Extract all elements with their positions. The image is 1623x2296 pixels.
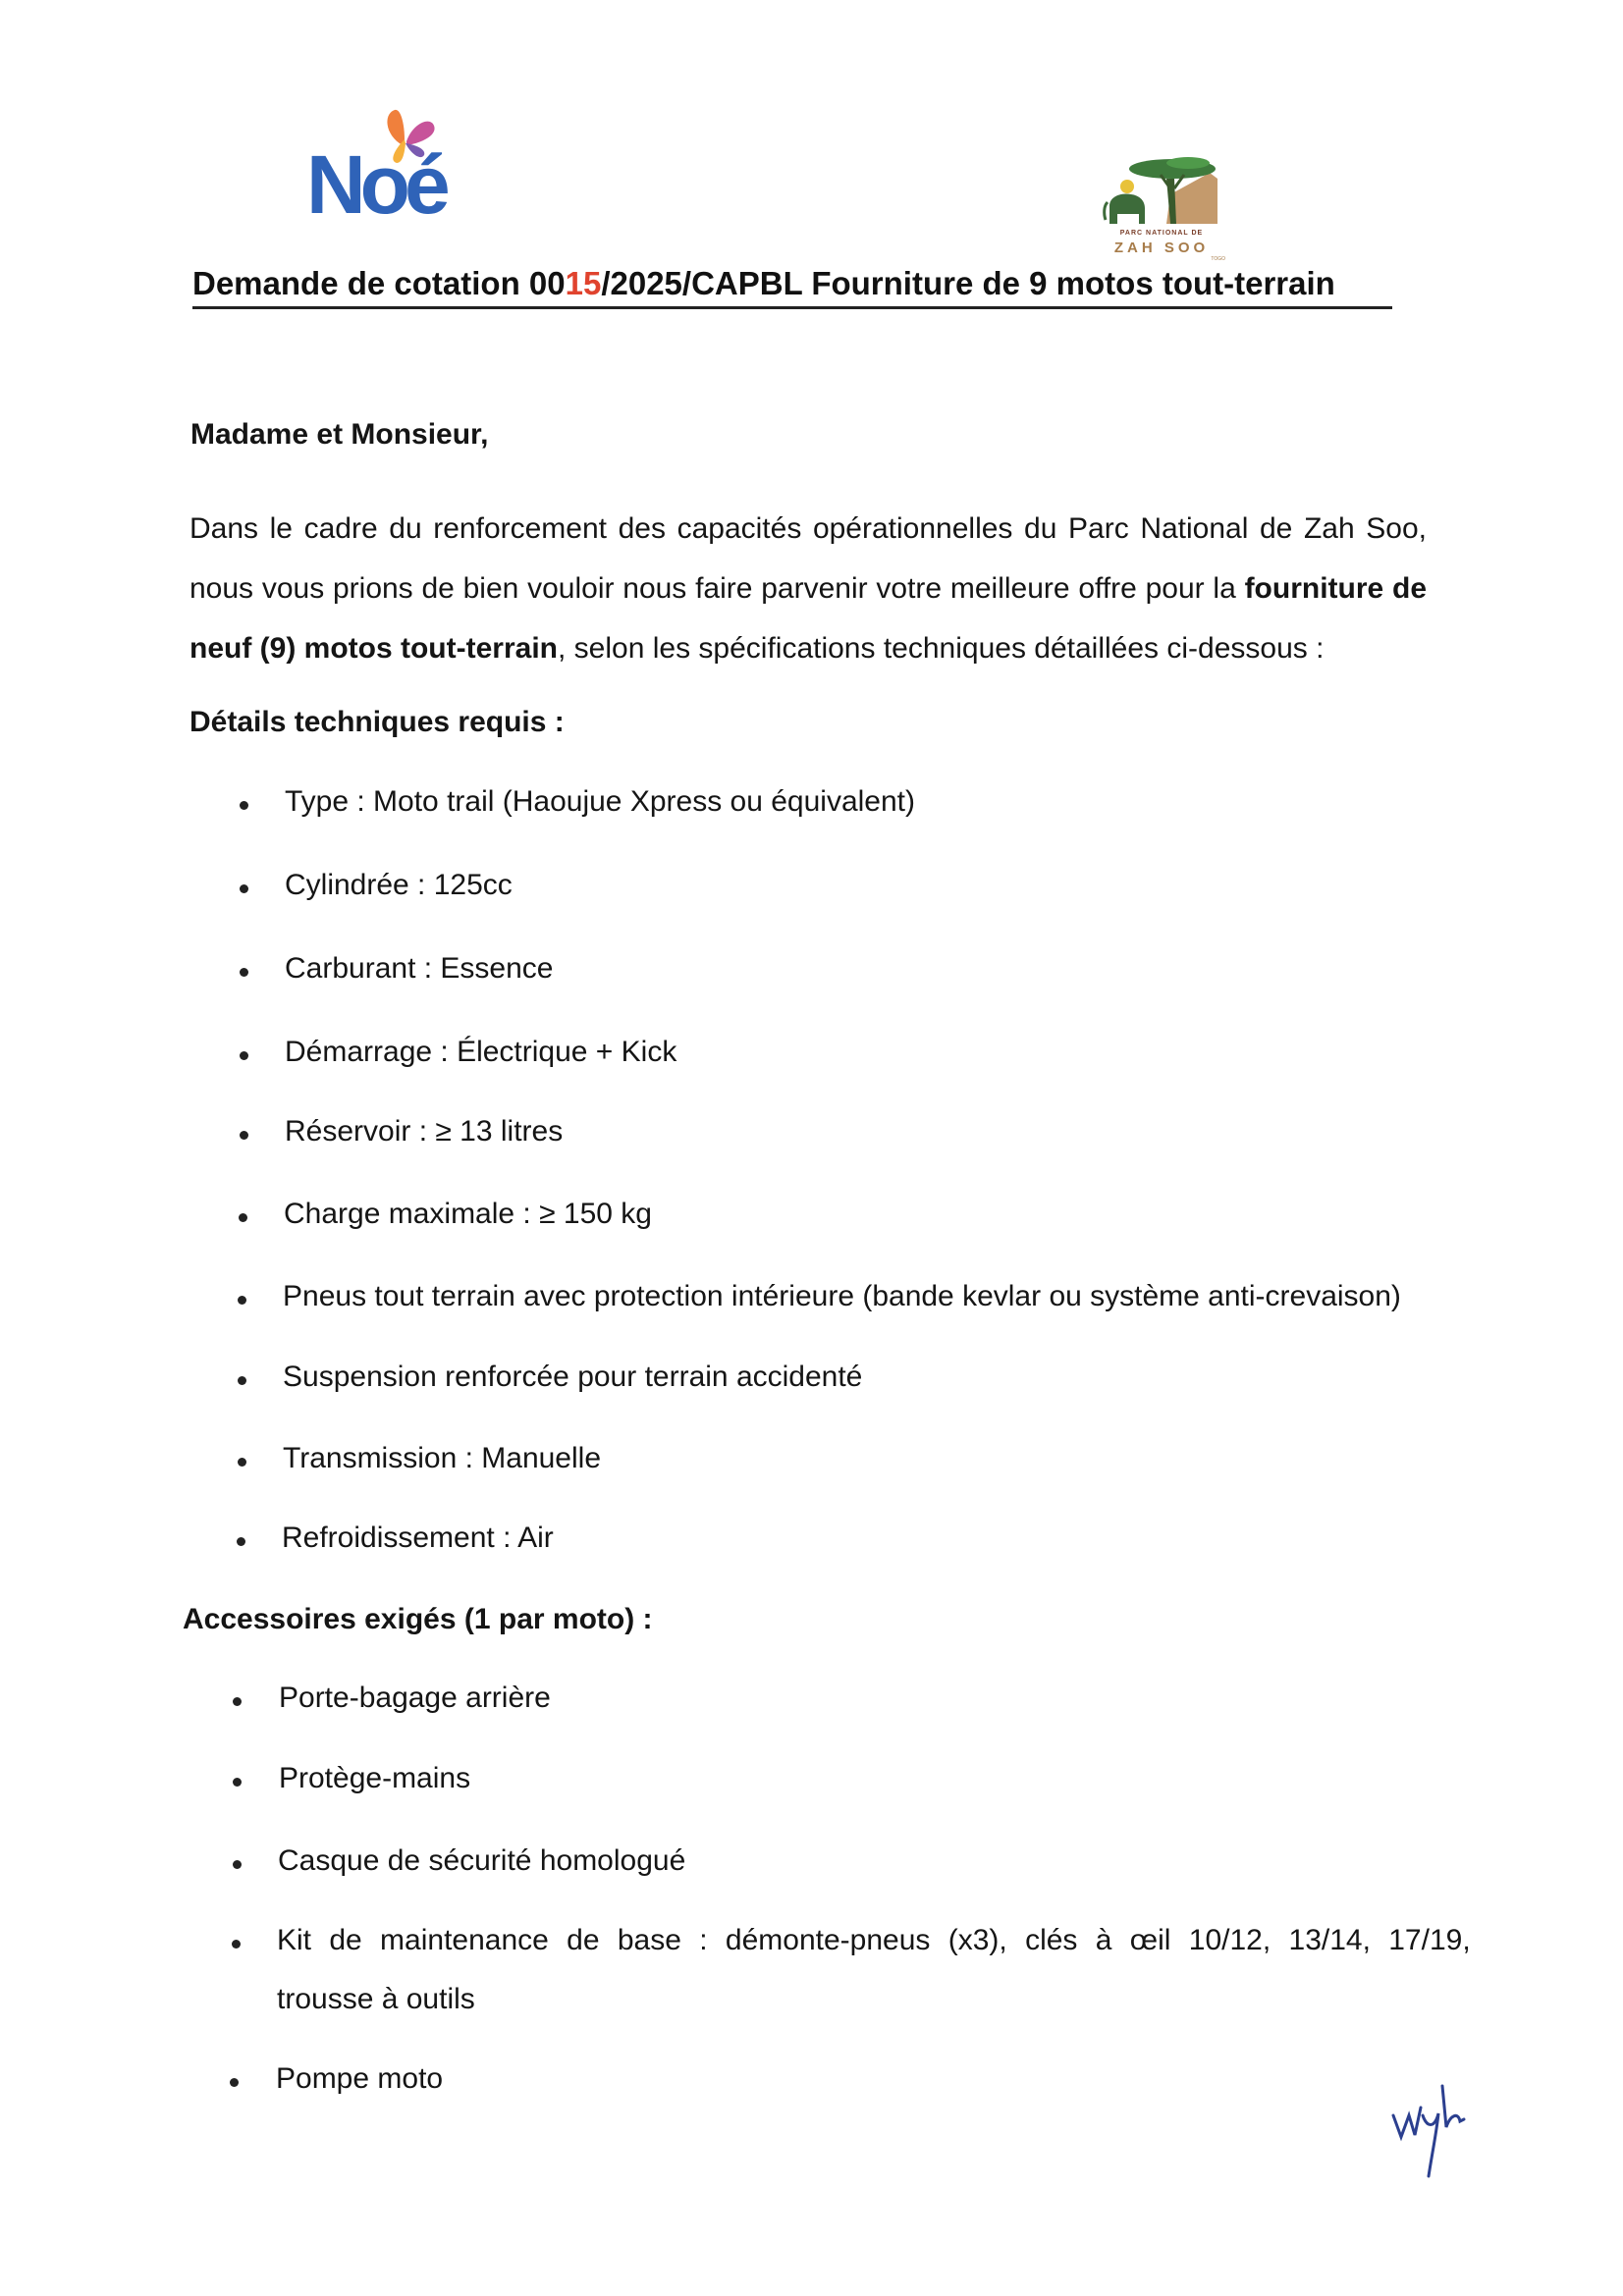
bullet-icon xyxy=(239,1213,247,1222)
technical-item: Réservoir : ≥ 13 litres xyxy=(285,1115,564,1148)
bullet-icon xyxy=(232,1940,241,1949)
salutation: Madame et Monsieur, xyxy=(190,418,489,451)
zah-soo-line2: ZAH SOO xyxy=(1113,240,1210,256)
document-title xyxy=(192,265,1392,309)
handwritten-initials xyxy=(1389,2076,1478,2184)
bullet-icon xyxy=(233,1860,242,1869)
accessory-item-continued: trousse à outils xyxy=(277,1983,475,2015)
intro-paragraph xyxy=(189,499,1427,678)
zah-soo-logo xyxy=(1098,155,1225,263)
bullet-icon xyxy=(240,801,248,810)
bullet-icon xyxy=(233,1778,242,1787)
technical-item: Cylindrée : 125cc xyxy=(285,869,513,901)
accessory-item: Kit de maintenance de base : démonte-pneus (x3), clés à œil 10/12, 13/14, 17/19, xyxy=(277,1924,1471,1956)
accessory-item: Porte-bagage arrière xyxy=(279,1682,551,1714)
technical-item: Suspension renforcée pour terrain accidenté xyxy=(283,1361,863,1393)
bullet-icon xyxy=(238,1458,246,1467)
technical-item: Refroidissement : Air xyxy=(282,1522,554,1554)
accessory-item: Pompe moto xyxy=(276,2062,444,2095)
technical-item: Carburant : Essence xyxy=(285,952,554,985)
technical-item: Transmission : Manuelle xyxy=(283,1442,602,1474)
accessories-heading: Accessoires exigés (1 par moto) : xyxy=(183,1603,653,1635)
noe-wordmark: Noé xyxy=(306,138,445,231)
bullet-icon xyxy=(238,1376,246,1385)
tree-elephant-icon xyxy=(1102,155,1219,226)
technical-item: Type : Moto trail (Haoujue Xpress ou équivalent) xyxy=(285,785,915,818)
bullet-icon xyxy=(230,2078,239,2087)
technical-item: Démarrage : Électrique + Kick xyxy=(285,1036,677,1068)
intro-text-1: Dans le cadre du renforcement des capacités opérationnelles du Parc National de Zah Soo, nous vous prions de bien vouloir nous faire parvenir votre meilleure offre pour la xyxy=(189,512,1427,605)
accessory-item: Protège-mains xyxy=(279,1762,471,1794)
technical-item: Pneus tout terrain avec protection intérieure (bande kevlar ou système anti-crevaison) xyxy=(283,1280,1401,1312)
title-prefix: Demande de cotation 00 xyxy=(192,265,566,301)
bullet-icon xyxy=(237,1537,245,1546)
intro-text-bold: fourniture de neuf (9) motos tout-terrain xyxy=(189,572,1427,665)
title-suffix: /2025/CAPBL Fourniture de 9 motos tout-terrain xyxy=(601,265,1335,301)
bullet-icon xyxy=(233,1697,242,1706)
bullet-icon xyxy=(240,1051,248,1060)
technical-item: Charge maximale : ≥ 150 kg xyxy=(284,1198,652,1230)
zah-soo-line3: TOGO xyxy=(1211,256,1225,262)
technical-heading: Détails techniques requis : xyxy=(189,706,565,738)
bullet-icon xyxy=(240,884,248,893)
intro-text-2: , selon les spécifications techniques détaillées ci-dessous : xyxy=(558,632,1325,665)
zah-soo-line1: PARC NATIONAL DE xyxy=(1119,230,1204,237)
bullet-icon xyxy=(240,1131,248,1140)
noe-logo xyxy=(306,106,463,234)
bullet-icon xyxy=(238,1296,246,1305)
title-highlight: 15 xyxy=(565,265,602,301)
accessory-item: Casque de sécurité homologué xyxy=(278,1844,686,1877)
bullet-icon xyxy=(240,968,248,977)
